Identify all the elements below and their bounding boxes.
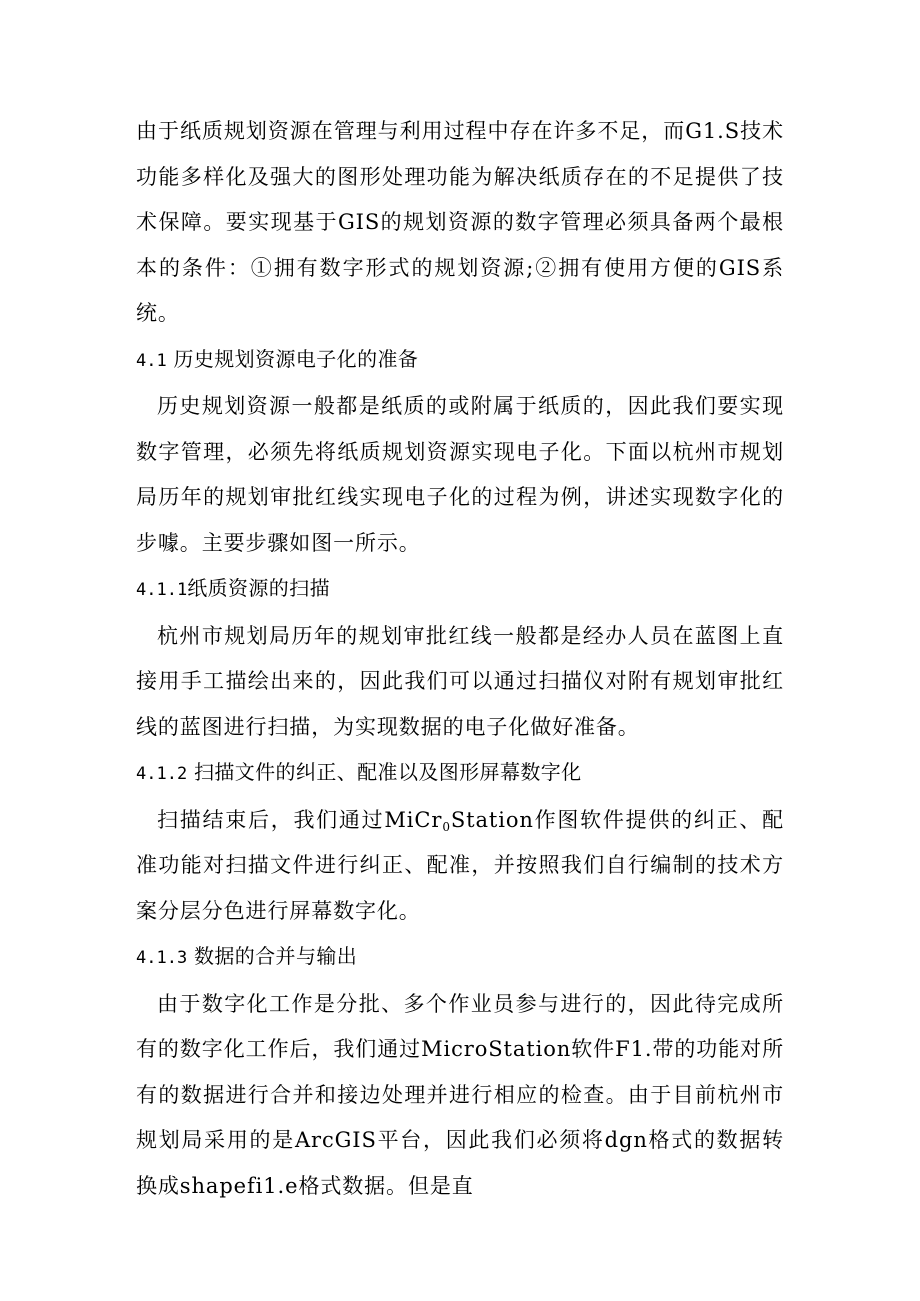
section-heading-4-1-1 — [136, 566, 784, 614]
section-heading-4-1 — [136, 337, 784, 385]
paragraph-text-start: 扫描结束后，我们通过MiCr — [157, 807, 443, 832]
paragraph-scanning: 杭州市规划局历年的规划审批红线一般都是经办人员在蓝图上直接用手工描绘出来的，因此我们可以通过扫描仪对附有规划审批红线的蓝图进行扫描，为实现数据的电子化做好准备。 — [136, 623, 784, 739]
section-title: 数据的合并与输出 — [193, 944, 358, 968]
subscript-zero: 0 — [442, 819, 451, 834]
paragraph-intro: 由于纸质规划资源在管理与利用过程中存在许多不足，而G1.S技术功能多样化及强大的图形处理功能为解决纸质存在的不足提供了技术保障。要实现基于GIS的规划资源的数字管理必须具备两个最根本的条件：①拥有数字形式的规划资源;②拥有使用方便的GIS系统。 — [136, 119, 784, 325]
section-number: 4.1 — [136, 350, 167, 371]
section-title: 扫描文件的纠正、配准以及图形屏幕数字化 — [193, 760, 582, 784]
section-title: 纸质资源的扫描 — [187, 576, 330, 600]
section-heading-4-1-3 — [136, 934, 784, 982]
section-number: 4.1.2 — [136, 764, 188, 784]
section-number: 4.1.3 — [136, 948, 188, 968]
section-title: 历史规划资源电子化的准备 — [173, 346, 419, 371]
section-number: 4.1.1 — [136, 580, 188, 600]
paragraph-digitization-overview: 历史规划资源一般都是纸质的或附属于纸质的，因此我们要实现数字管理，必须先将纸质规划资源实现电子化。下面以杭州市规划局历年的规划审批红线实现电子化的过程为例，讲述实现数字化的步噱。主要步骤如图一所示。 — [136, 394, 784, 555]
paragraph-rectification — [136, 798, 784, 935]
document-body — [136, 109, 784, 1209]
paragraph-merge-output: 由于数字化工作是分批、多个作业员参与进行的，因此待完成所有的数字化工作后，我们通过MicroStation软件F1.带的功能对所有的数据进行合并和接边处理并进行相应的检查。由于目前杭州市规划局采用的是ArcGIS平台，因此我们必须将dgn格式的数据转换成shapefi1.e格式数据。但是直 — [136, 991, 784, 1198]
section-heading-4-1-2 — [136, 750, 784, 798]
paragraph-text-rest: Station作图软件提供的纠正、配准功能对扫描文件进行纠正、配准，并按照我们自行编制的技术方案分层分色进行屏幕数字化。 — [136, 807, 784, 923]
